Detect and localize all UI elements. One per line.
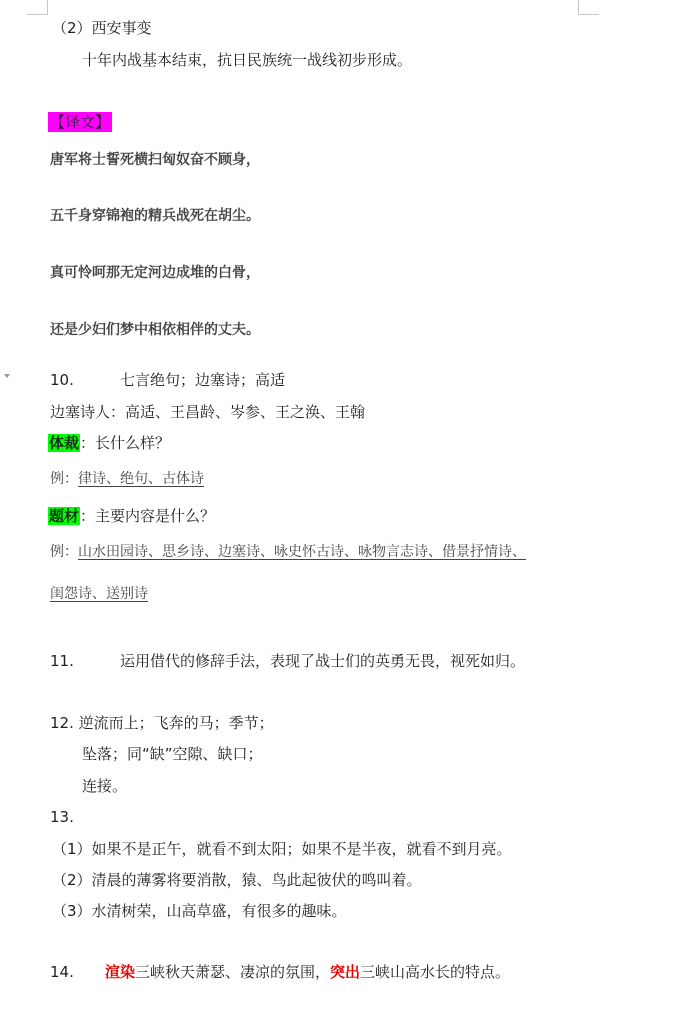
q13-number: 13. (50, 808, 74, 826)
theme-example-text: 山水田园诗、思乡诗、边塞诗、咏史怀古诗、咏物言志诗、借景抒情诗、 (78, 544, 526, 560)
q13-item: （2）清晨的薄雾将要消散，猿、鸟此起彼伏的鸣叫着。 (52, 871, 422, 889)
q14-line (50, 962, 510, 982)
translation-line: 真可怜呵那无定河边成堆的白骨， (50, 265, 260, 281)
q10-theme-line (48, 506, 215, 526)
q10-poets: 边塞诗人：高适、王昌龄、岑参、王之涣、王翰 (50, 403, 366, 421)
translation-line: 唐军将士誓死横扫匈奴奋不顾身， (50, 152, 260, 168)
genre-example-prefix: 例： (50, 471, 78, 487)
theme-example-text-cont: 闺怨诗、送别诗 (50, 586, 148, 602)
q10-genre-example (50, 469, 204, 489)
page-corner-mark-right (578, 0, 599, 15)
q14-text-mid: 三峡秋天萧瑟、凄凉的氛围， (135, 963, 331, 981)
section-title: （2）西安事变 (52, 19, 152, 37)
genre-example-text: 律诗、绝句、古体诗 (78, 471, 204, 487)
q11-number: 11. (50, 652, 74, 670)
genre-question: ：长什么样？ (80, 434, 171, 452)
theme-label: 题材 (49, 507, 80, 525)
collapse-marker-icon (4, 374, 10, 378)
theme-question: ：主要内容是什么？ (80, 507, 216, 525)
q14-keyword-2: 突出 (330, 963, 361, 981)
translation-label-highlight: 【译文】 (50, 113, 111, 131)
q12-line-3: 连接。 (82, 777, 128, 795)
q12-line-2: 坠落；同“缺”空隙、缺口； (82, 745, 263, 763)
q10-answer: 七言绝句；边塞诗；高适 (120, 371, 286, 389)
translation-line: 还是少妇们梦中相依相伴的丈夫。 (50, 322, 260, 338)
translation-line: 五千身穿锦袍的精兵战死在胡尘。 (50, 208, 260, 224)
q14-text-tail: 三峡山高水长的特点。 (360, 963, 511, 981)
q11-line (50, 651, 525, 671)
q10-line (50, 370, 285, 390)
q14-number: 14. (50, 963, 74, 981)
q13-item: （3）水清树荣，山高草盛，有很多的趣味。 (52, 902, 347, 920)
q14-keyword-1: 渲染 (105, 963, 136, 981)
q10-number: 10. (50, 371, 74, 389)
theme-example-prefix: 例： (50, 544, 78, 560)
q10-genre-line (48, 433, 170, 453)
q13-item: （1）如果不是正午，就看不到太阳；如果不是半夜，就看不到月亮。 (52, 840, 512, 858)
genre-label: 体裁 (49, 434, 80, 452)
translation-label (48, 112, 112, 132)
q12-line-1: 12. 逆流而上；飞奔的马；季节； (50, 714, 274, 732)
q11-answer: 运用借代的修辞手法，表现了战士们的英勇无畏，视死如归。 (120, 652, 526, 670)
q10-theme-example (50, 542, 526, 562)
page-corner-mark-left (27, 0, 48, 15)
section-body: 十年内战基本结束，抗日民族统一战线初步形成。 (82, 51, 413, 69)
